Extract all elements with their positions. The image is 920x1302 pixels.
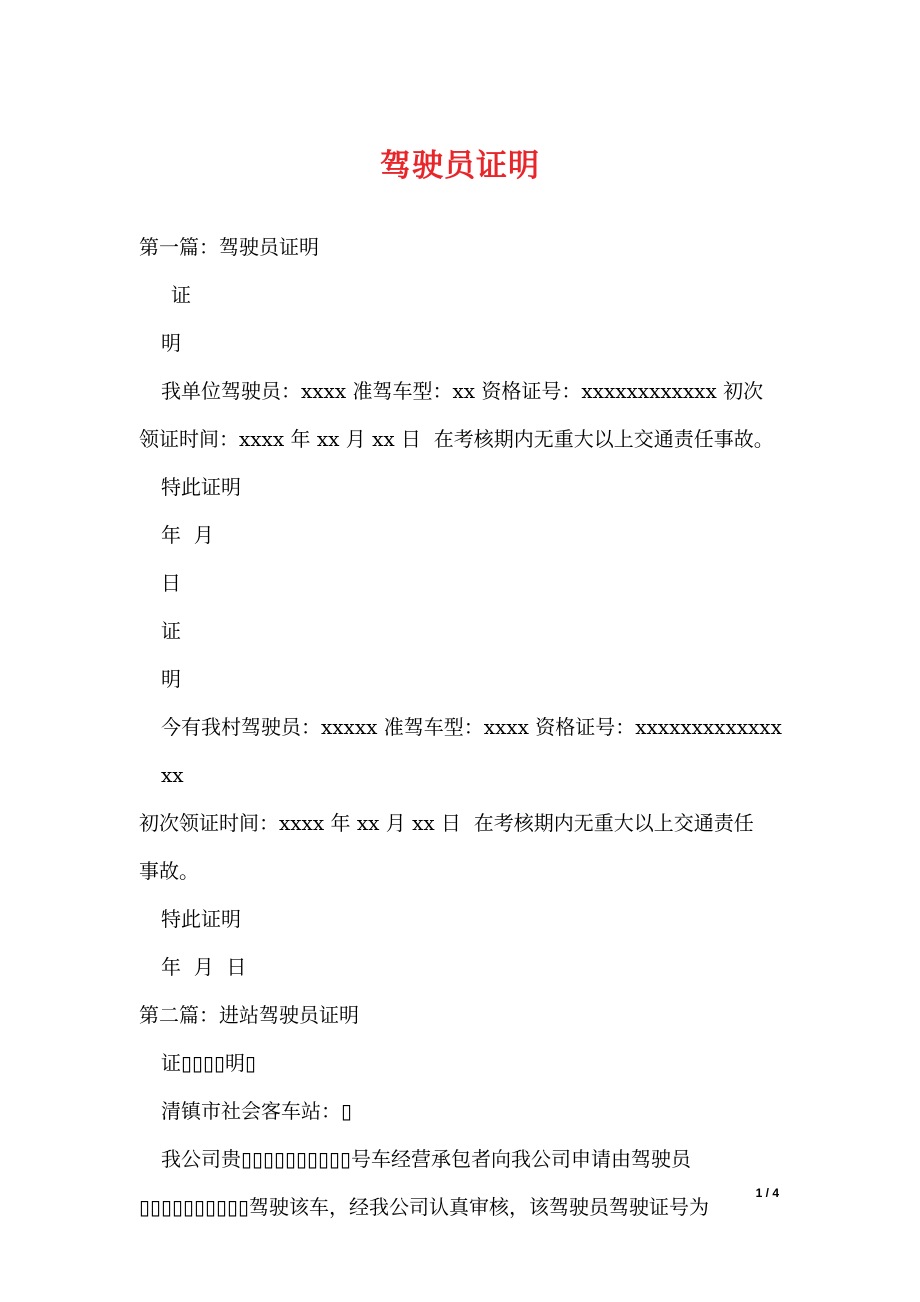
paragraph: 明: [161, 331, 181, 355]
paragraph: 年 月: [161, 523, 214, 547]
paragraph: 特此证明: [161, 475, 241, 499]
paragraph: 证: [171, 283, 191, 307]
paragraph: 第一篇：驾驶员证明: [139, 235, 319, 259]
section-heading: 第二篇：进站驾驶员证明: [139, 1003, 359, 1027]
paragraph: 事故。: [139, 859, 199, 883]
paragraph: 年 月 日: [161, 955, 247, 979]
paragraph: 我单位驾驶员：xxxx 准驾车型：xx 资格证号：xxxxxxxxxxxx 初次: [161, 379, 764, 403]
paragraph: 特此证明: [161, 907, 241, 931]
paragraph: ▯▯▯▯▯▯▯▯▯▯驾驶该车，经我公司认真审核，该驾驶员驾驶证号为: [139, 1195, 710, 1219]
paragraph: 证: [161, 619, 181, 643]
paragraph: 日: [161, 571, 181, 595]
document-body: [139, 223, 789, 1231]
paragraph: 初次领证时间：xxxx 年 xx 月 xx 日 在考核期内无重大以上交通责任: [139, 811, 754, 835]
page-number: 1 / 4: [755, 1186, 779, 1200]
paragraph: 领证时间：xxxx 年 xx 月 xx 日 在考核期内无重大以上交通责任事故。: [139, 427, 774, 451]
paragraph: 今有我村驾驶员：xxxxx 准驾车型：xxxx 资格证号：xxxxxxxxxxxxxxx: [161, 715, 782, 787]
paragraph: 清镇市社会客车站：▯: [161, 1099, 353, 1123]
paragraph: 明: [161, 667, 181, 691]
paragraph: 我公司贵▯▯▯▯▯▯▯▯▯▯号车经营承包者向我公司申请由驾驶员: [161, 1147, 692, 1171]
paragraph: 证▯▯▯▯明▯: [161, 1051, 257, 1075]
document-title: 驾驶员证明: [380, 148, 540, 184]
